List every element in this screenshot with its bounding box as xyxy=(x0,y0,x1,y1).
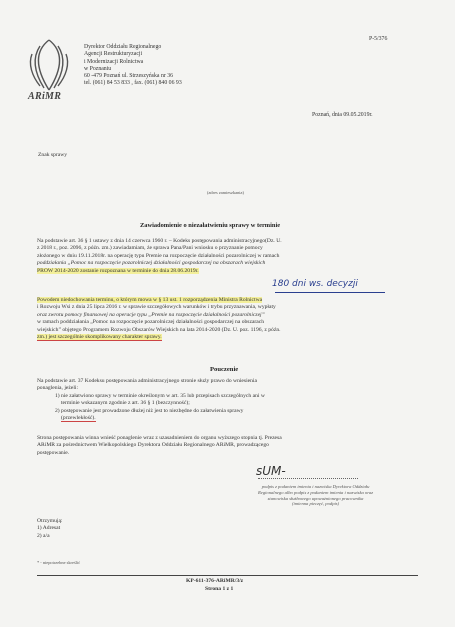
signature-line xyxy=(258,478,358,479)
instruction-block xyxy=(37,378,265,422)
reason-paragraph xyxy=(37,297,281,341)
brand-name: ARiMR xyxy=(28,91,62,102)
text-line: oraz zwrotu pomocy finansowej na operacje typu „Premie na rozpoczęcie działalności pozarolniczej” xyxy=(37,311,265,318)
text-line xyxy=(37,334,281,341)
address-label: (adres zamieszkania) xyxy=(207,190,244,195)
text-line: wiejskich” objętego Programem Rozwoju Obszarów Wiejskich na lata 2014-2020 (Dz. U. poz. 1196, z późn. xyxy=(37,326,281,333)
issuer-line: 60 -479 Poznań ul. Strzeszyńska nr 36 xyxy=(84,73,174,80)
instruction-title: Pouczenie xyxy=(210,366,239,373)
page-number: Strona 1 z 1 xyxy=(205,586,234,592)
text-line: i Rozwoju Wsi z dnia 25 lipca 2016 r. w sprawie szczegółowych warunków i trybu przyznawania, wypłaty xyxy=(37,304,276,311)
text-line xyxy=(37,415,265,422)
issuer-block xyxy=(84,44,182,88)
case-reference-label: Znak sprawy xyxy=(38,152,68,158)
handwritten-underline xyxy=(275,292,385,293)
text-line: postępowanie. xyxy=(37,449,70,456)
document-title: Zawiadomienie o niezałatwieniu sprawy w terminie xyxy=(140,222,281,229)
recipient-item: 1) Adresat xyxy=(37,525,61,532)
appeal-paragraph xyxy=(37,435,282,457)
signature-note xyxy=(258,484,373,507)
reason-conclusion: zm.) jest szczególnie skomplikowany charakter sprawy. xyxy=(37,334,162,341)
issuer-line: w Poznaniu xyxy=(84,65,112,72)
text-line: z 2018 r., poz. 2096, z późn. zm.) zawiadamiam, że sprawa Pana/Pani wniosku o przyznanie pomocy xyxy=(37,245,263,252)
footer-divider xyxy=(37,575,418,576)
signature: sUM- xyxy=(256,464,286,478)
text-line xyxy=(37,268,282,275)
doc-number: P-5/376 xyxy=(369,36,388,42)
deadline-highlight: PROW 2014-2020 zostanie rozpoznana w terminie do dnia 28.06.2019r. xyxy=(37,267,199,274)
text-line: Strona postępowania winna wnieść ponaglenie wraz z uzasadnieniem do organu wyższego stopnia tj. Prezesa xyxy=(37,435,282,441)
text-line: Na podstawie art. 37 Kodeksu postępowania administracyjnego stronie służy prawo do wniesienia xyxy=(37,378,257,384)
footnote: * - niepotrzebne skreślić xyxy=(37,560,81,565)
issuer-line: i Modernizacji Rolnictwa xyxy=(84,58,144,65)
arimr-logo xyxy=(26,38,72,92)
text-line: ARiMR za pośrednictwem Wielkopolskiego Dyrektora Oddziału Regionalnego ARiMR, prowadzącego xyxy=(37,442,269,449)
text-line xyxy=(37,297,281,304)
note-line: stanowiska służbowego upoważnionego pracownika xyxy=(267,495,364,501)
note-line: podpis z podaniem imienia i nazwiska Dyrektora Oddziału xyxy=(261,484,370,489)
text-line: złożonego w dniu 19.11.2018r. na operację typu Premie na rozpoczęcie działalności pozarolniczej w ramach xyxy=(37,252,280,259)
text-line: w ramach poddziałania „Pomoc na rozpoczęcie pozarolniczej działalności gospodarczej na obszarach xyxy=(37,319,265,326)
text-line: ponaglenia, jeżeli: xyxy=(37,385,79,392)
reason-highlight: Powodem niedochowania terminu, o którym mowa w § 13 ust. 1 rozporządzenia Ministra Rolnictwa xyxy=(37,297,263,303)
handwritten-note: 180 dni ws. decyzji xyxy=(272,279,358,289)
place-date: Poznań, dnia 09.05.2019r. xyxy=(312,112,373,118)
footer-code: KP-611-376-ARiMR/3/z xyxy=(186,578,244,584)
recipients-label: Otrzymują: xyxy=(37,518,63,524)
text-line: 2) postępowanie jest prowadzone dłużej niż jest to niezbędne do załatwienia sprawy xyxy=(55,407,244,414)
issuer-line: Dyrektor Oddziału Regionalnego xyxy=(84,44,162,50)
note-line: (imienna pieczęć, podpis) xyxy=(292,501,340,507)
text-line: terminie wskazanym zgodnie z art. 36 § 1 (bezczynność); xyxy=(61,400,190,407)
issuer-line: tel. (061) 84 53 833 , fax. (061) 840 06 93 xyxy=(84,80,182,87)
text-line: 1) nie załatwiono sprawy w terminie określonym w art. 35 lub przepisach szczególnych ani w xyxy=(55,392,265,399)
notice-paragraph xyxy=(37,238,282,275)
delay-term: (przewlekłość). xyxy=(61,415,96,422)
issuer-line: Agencji Restrukturyzacji xyxy=(84,51,143,58)
note-line: Regionalnego albo podpis z podaniem imienia i nazwiska oraz xyxy=(258,489,374,495)
recipients xyxy=(37,518,62,540)
text-line: Na podstawie art. 36 § 1 ustawy z dnia 14 czerwca 1960 r. – Kodeks postępowania administracyjnego(Dz. U. xyxy=(37,238,282,244)
text-line: poddziałania „Pomoc na rozpoczęcie pozarolniczej działalności gospodarczej na obszarach wiejskich xyxy=(37,260,266,267)
recipient-item: 2) a/a xyxy=(37,532,50,539)
